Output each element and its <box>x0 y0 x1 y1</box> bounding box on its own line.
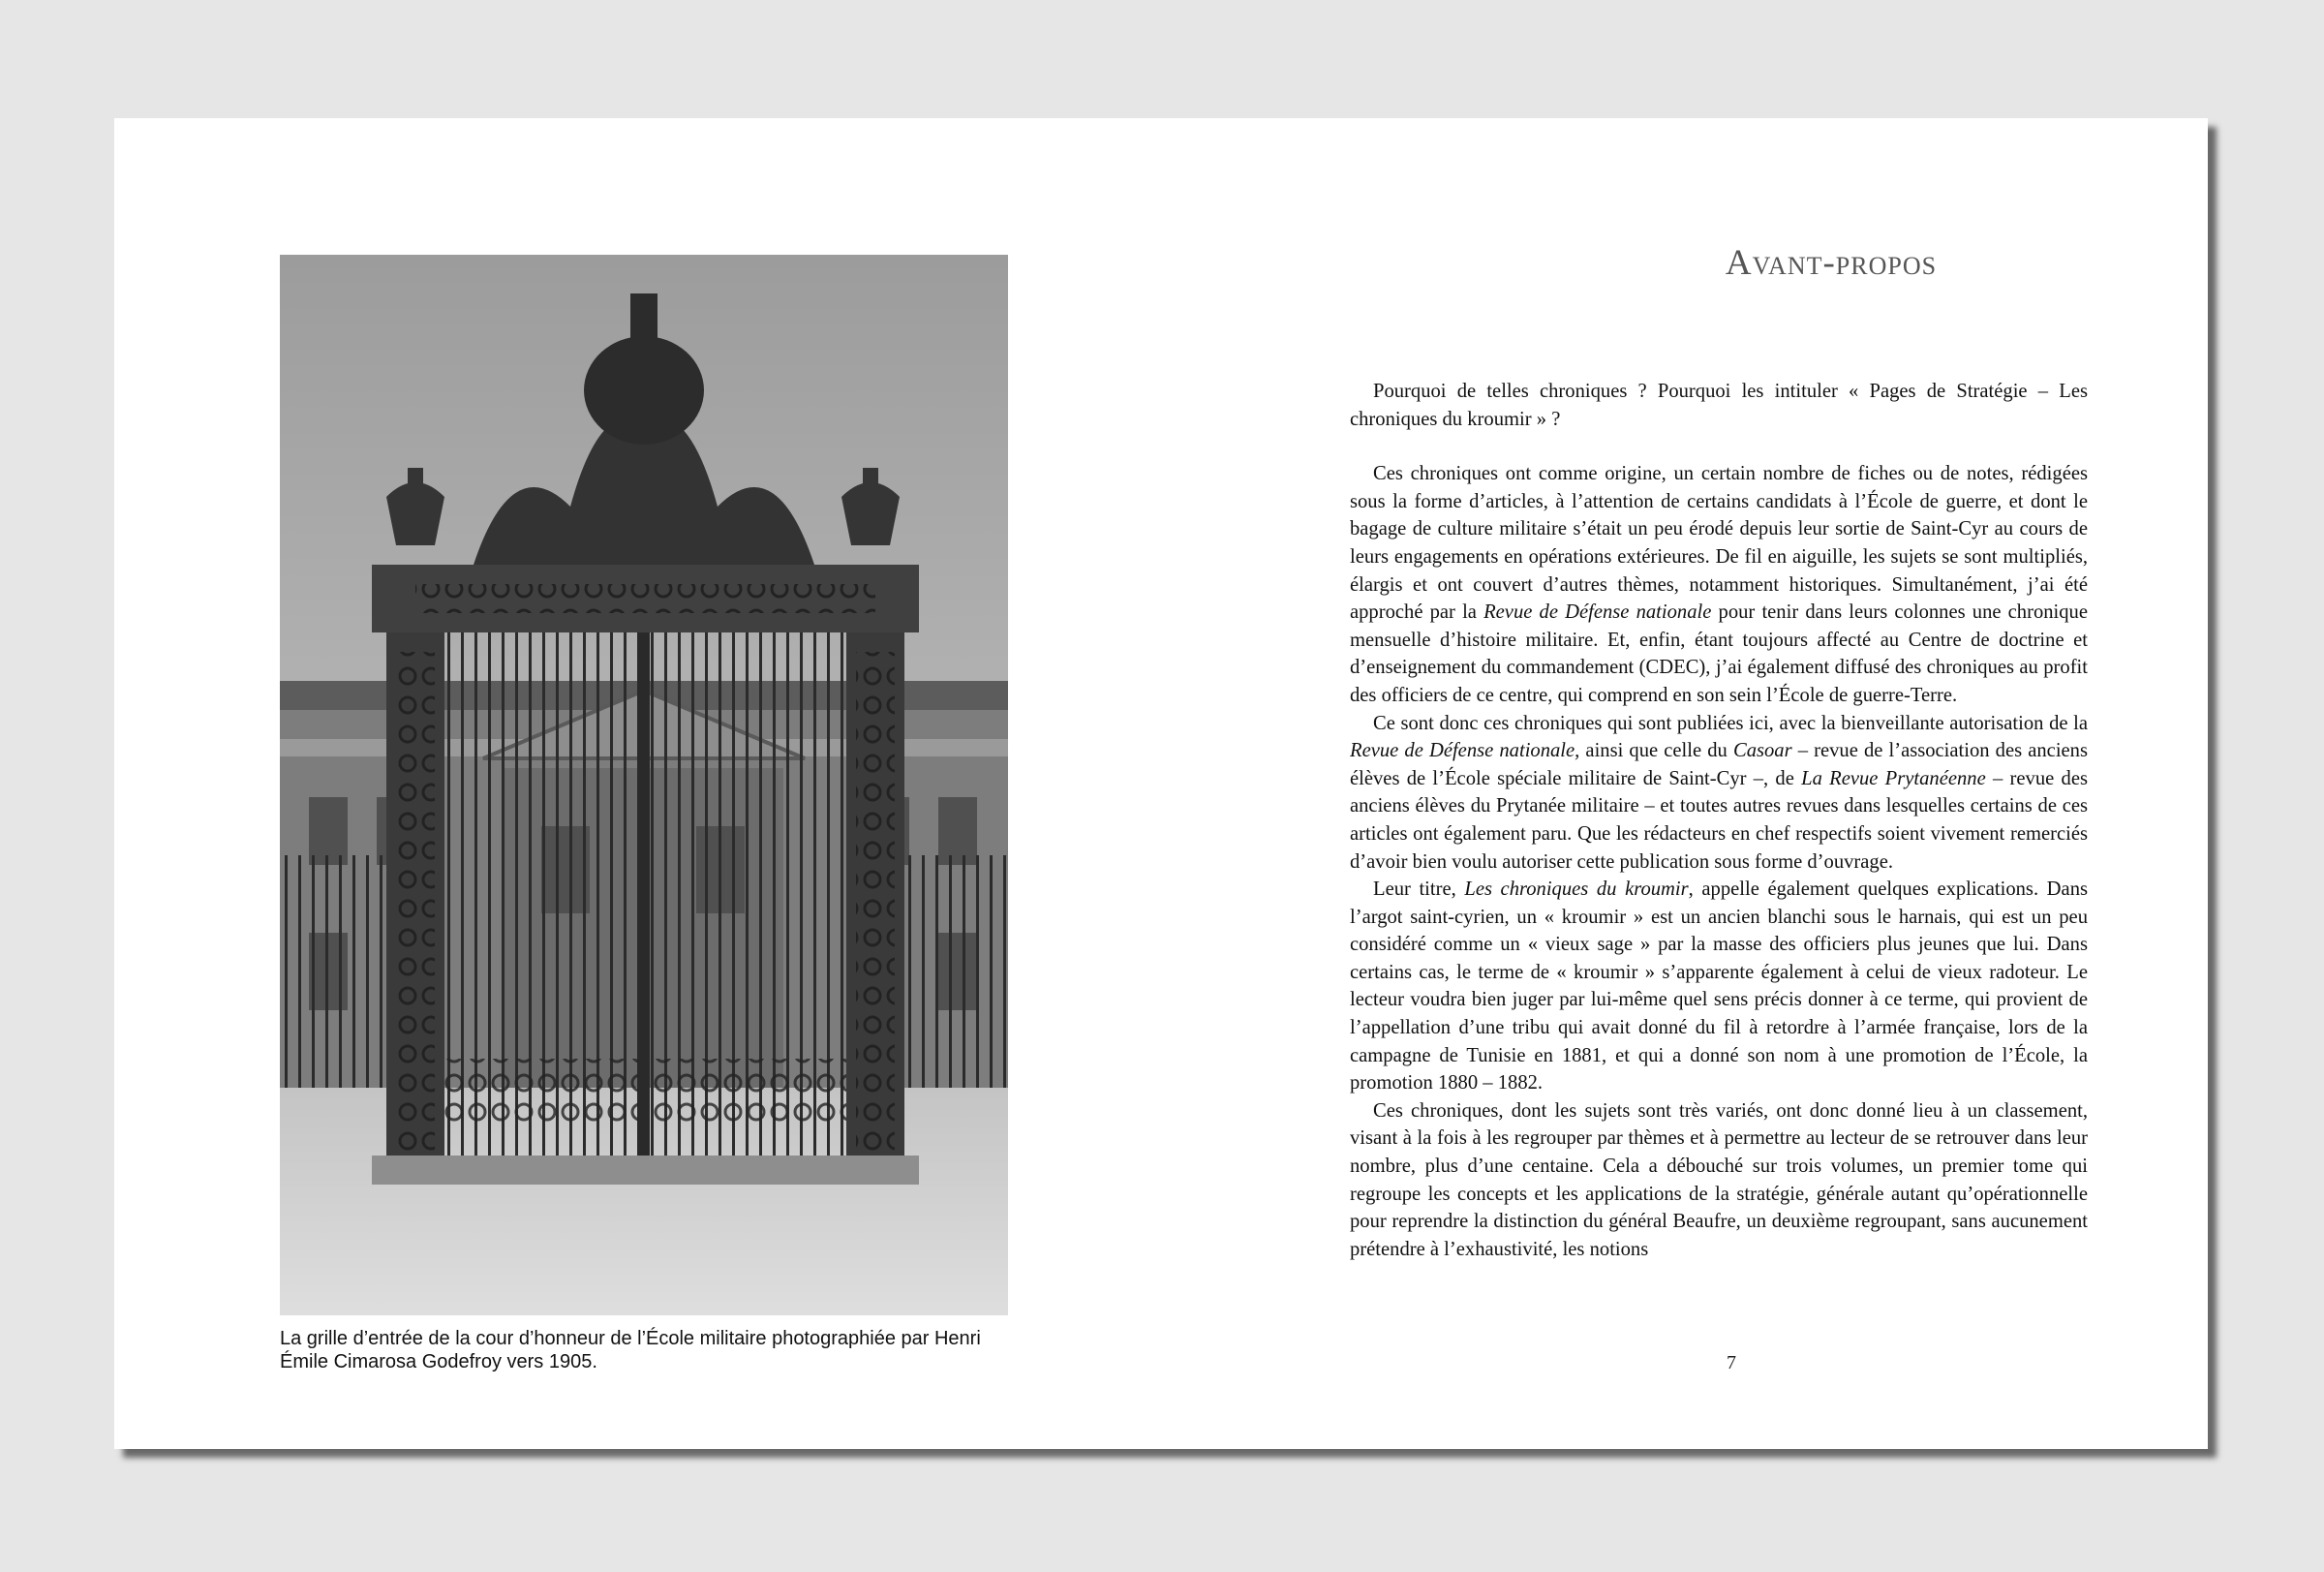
italic-title: Revue de Défense nationale, <box>1350 740 1580 762</box>
text-run: ainsi que celle du <box>1579 740 1733 762</box>
book-spread <box>114 118 2208 1449</box>
italic-title: Revue de Défense nationale <box>1483 601 1712 624</box>
text-run: pour tenir dans leurs colonnes une chronique mensuelle d’histoire militaire. Et, enfin, étant toujours affecté au Centre de doctrine et d’enseignement du commandement (CDEC), j’ai également diffusé des chroniques au profit des officiers de ce centre, qui comprend en son sein l’École de guerre-Terre. <box>1350 601 2088 706</box>
text-run: Leur titre, <box>1373 878 1465 901</box>
italic-title: Casoar <box>1732 740 1792 762</box>
section-heading: Avant-propos <box>1725 243 1938 283</box>
body-paragraph <box>1350 710 2088 877</box>
gate-photograph <box>280 255 1008 1315</box>
text-run: Pourquoi de telles chroniques ? Pourquoi les intituler « Pages de Stratégie – Les chroniques du kroumir » ? <box>1350 381 2088 430</box>
text-run: – revue de l’association des anciens élèves de l’École spéciale militaire de Saint-Cyr –, de <box>1350 740 2088 789</box>
italic-title: La Revue Prytanéenne <box>1801 767 1986 789</box>
gate-photograph-image <box>280 255 1008 1315</box>
page-number: 7 <box>1727 1352 1736 1373</box>
text-run: Ces chroniques ont comme origine, un certain nombre de fiches ou de notes, rédigées sous la forme d’articles, à l’attention de certains candidats à l’École de guerre, et dont le bagage de culture militaire s’était un peu érodé depuis leur sortie de Saint-Cyr au cours de leurs engagements en opérations extérieures. De fil en aiguille, les sujets se sont multipliés, élargis et ont couvert d’autres thèmes, notamment historiques. Simultanément, j’ai été approché par la <box>1350 463 2088 624</box>
text-run: – revue des anciens élèves du Prytanée militaire – et toutes autres revues dans lesquelles certains de ces articles ont également paru. Que les rédacteurs en chef respectifs soient vivement remerciés d’avoir bien voulu autoriser cette publication sous forme d’ouvrage. <box>1350 767 2088 873</box>
body-paragraph <box>1350 378 2088 433</box>
photo-caption: La grille d’entrée de la cour d’honneur de l’École militaire photographiée par Henri Émile Cimarosa Godefroy vers 1905. <box>280 1328 981 1372</box>
text-run: , appelle également quelques explications. Dans l’argot saint-cyrien, un « kroumir » est un ancien blanchi sous le harnais, qui est un peu considéré comme un « vieux sage » par la masse des officiers plus jeunes que lui. Dans certains cas, le terme de « kroumir » s’apparente également à celui de vieux radoteur. Le lecteur voudra bien juger par lui-même quel sens précis donner à ce terme, qui provient de l’appellation d’une tribu qui avait donné du fil à retordre à l’armée française, lors de la campagne de Tunisie en 1881, et qui a donné son nom à une promotion de l’École, la promotion 1880 – 1882. <box>1350 878 2089 1094</box>
body-paragraph <box>1350 460 2088 709</box>
italic-title: Les chroniques du kroumir <box>1464 878 1689 901</box>
text-run: Ce sont donc ces chroniques qui sont publiées ici, avec la bienveillante autorisation de la <box>1373 712 2088 734</box>
text-run: Ces chroniques, dont les sujets sont très variés, ont donc donné lieu à un classement, visant à la fois à les regrouper par thèmes et à permettre au lecteur de se retrouver dans leur nombre, plus d’une centaine. Cela a débouché sur trois volumes, un premier tome qui regroupe les concepts et les applications de la stratégie, générale autant qu’opérationnelle pour reprendre la distinction du général Beaufre, un deuxième regroupant, sans aucunement prétendre à l’exhaustivité, les notions <box>1350 1099 2088 1260</box>
body-text <box>1350 378 2088 1263</box>
body-paragraph <box>1350 876 2088 1097</box>
body-paragraph <box>1350 1097 2088 1264</box>
